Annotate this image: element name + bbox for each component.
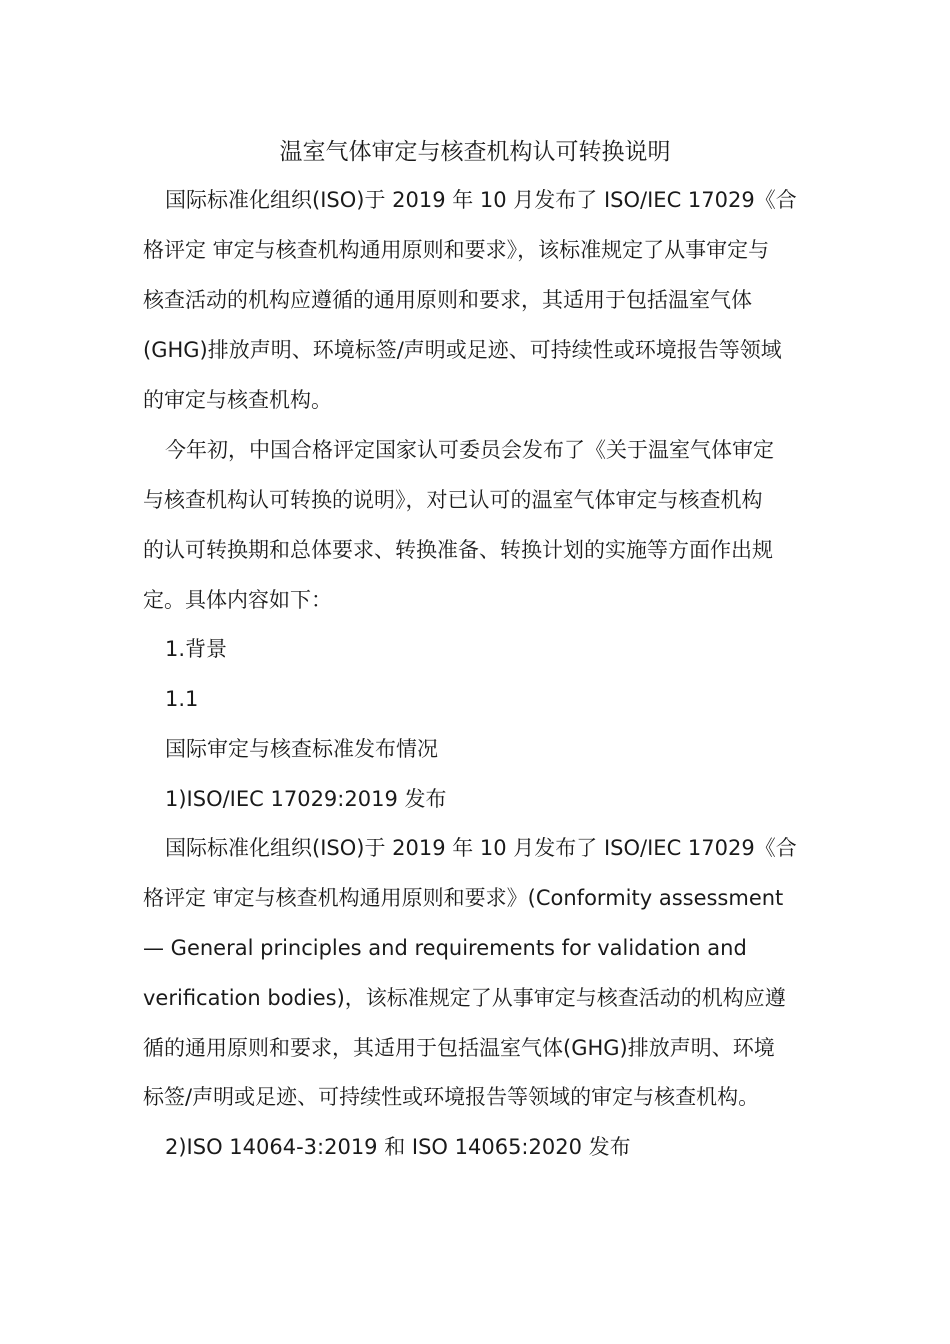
subsection-heading: 2)ISO 14064-3:2019 和 ISO 14065:2020 发布 — [165, 1135, 631, 1159]
section-number: 1.1 — [165, 687, 199, 711]
paragraph-line: 的认可转换期和总体要求、转换准备、转换计划的实施等方面作出规 — [143, 538, 773, 562]
paragraph-line: 标签/声明或足迹、可持续性或环境报告等领域的审定与核查机构。 — [143, 1085, 760, 1109]
paragraph-line: 国际标准化组织(ISO)于 2019 年 10 月发布了 ISO/IEC 17029《合 — [165, 188, 797, 212]
section-heading: 国际审定与核查标准发布情况 — [165, 737, 438, 761]
subsection-heading: 1)ISO/IEC 17029:2019 发布 — [165, 787, 447, 811]
paragraph-line: — General principles and requirements for validation and — [143, 936, 747, 960]
paragraph-line: 格评定 审定与核查机构通用原则和要求》(Conformity assessment — [143, 886, 784, 910]
paragraph-line: 定。具体内容如下： — [143, 588, 332, 612]
paragraph-line: 核查活动的机构应遵循的通用原则和要求，其适用于包括温室气体 — [143, 288, 752, 312]
paragraph-line: verification bodies)，该标准规定了从事审定与核查活动的机构应遵 — [143, 986, 786, 1010]
paragraph-line: 格评定 审定与核查机构通用原则和要求》，该标准规定了从事审定与 — [143, 238, 770, 262]
section-heading: 1.背景 — [165, 637, 228, 661]
document-title: 温室气体审定与核查机构认可转换说明 — [279, 139, 671, 165]
paragraph-line: 循的通用原则和要求，其适用于包括温室气体(GHG)排放声明、环境 — [143, 1036, 775, 1060]
paragraph-line: 与核查机构认可转换的说明》，对已认可的温室气体审定与核查机构 — [143, 488, 763, 512]
paragraph-line: (GHG)排放声明、环境标签/声明或足迹、可持续性或环境报告等领域 — [143, 338, 782, 362]
paragraph-line: 今年初，中国合格评定国家认可委员会发布了《关于温室气体审定 — [165, 438, 774, 462]
paragraph-line: 的审定与核查机构。 — [143, 388, 332, 412]
paragraph-line: 国际标准化组织(ISO)于 2019 年 10 月发布了 ISO/IEC 17029《合 — [165, 836, 797, 860]
